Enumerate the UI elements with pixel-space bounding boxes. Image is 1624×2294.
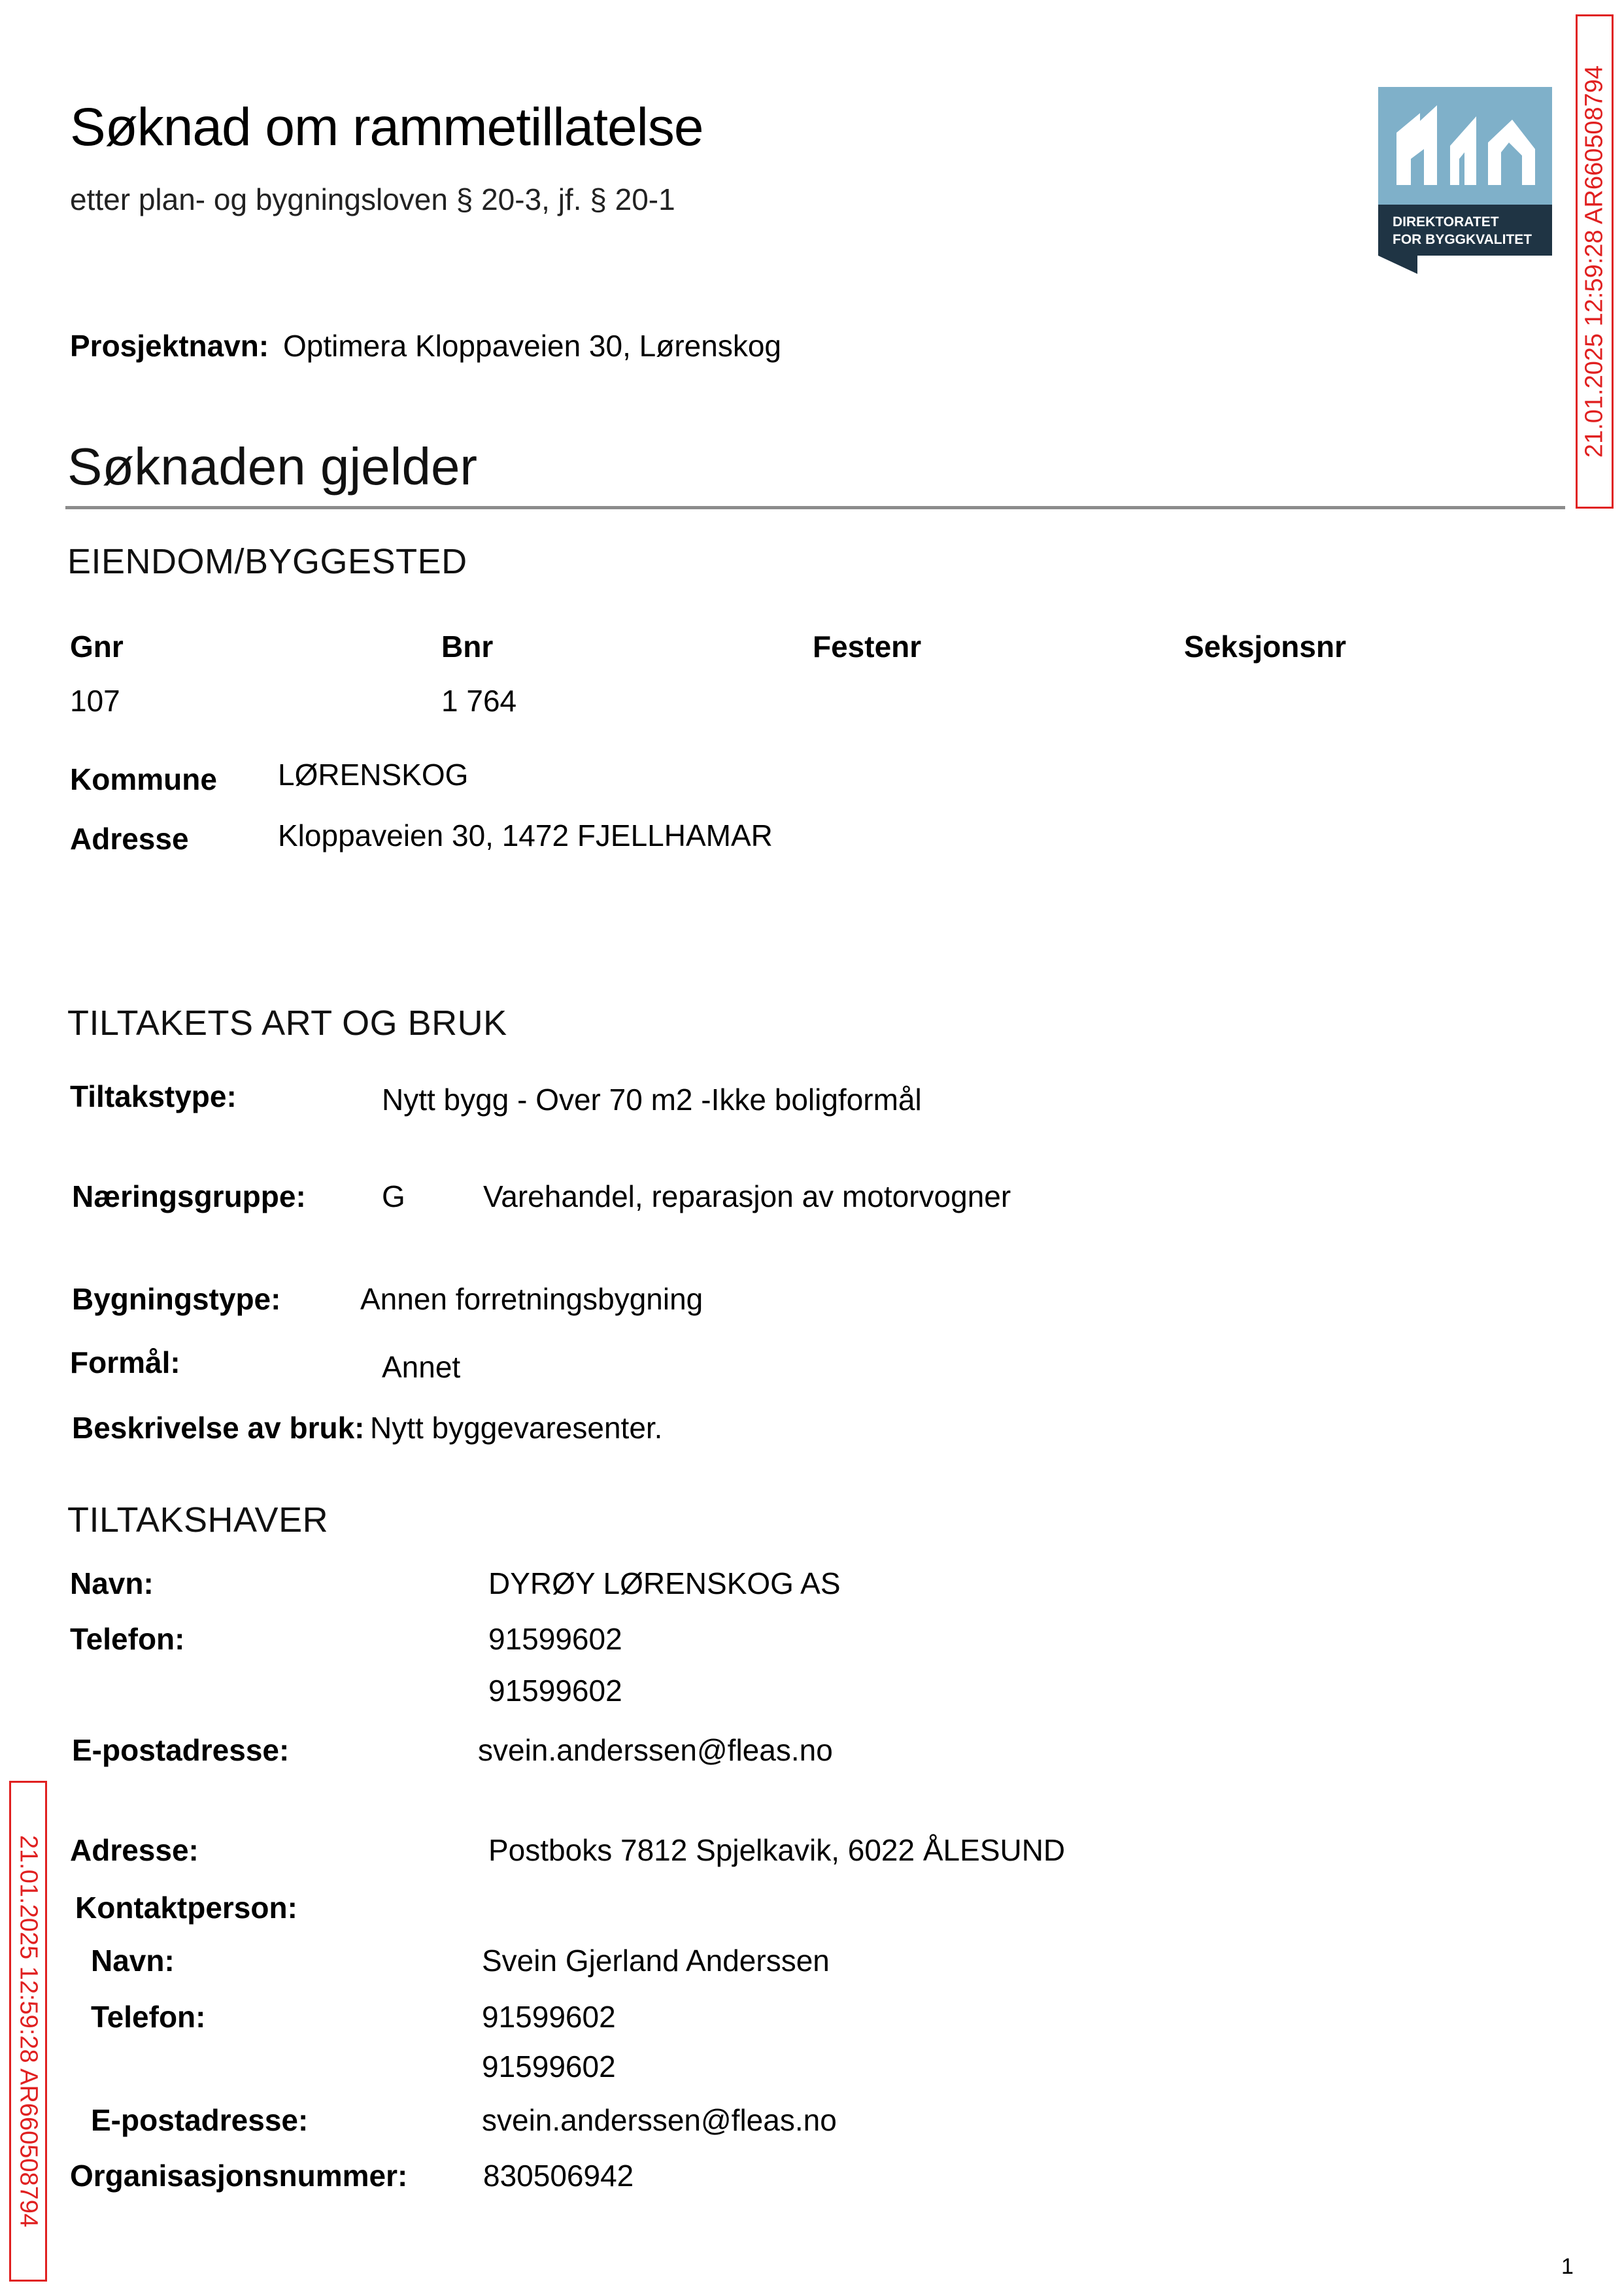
naeringsgruppe-label: Næringsgruppe:	[72, 1179, 306, 1213]
owner-address-label: Adresse:	[70, 1833, 199, 1867]
property-address-value: Kloppaveien 30, 1472 FJELLHAMAR	[278, 818, 773, 852]
bruk-value: Nytt byggevaresenter.	[370, 1411, 663, 1445]
orgnr-label: Organisasjonsnummer:	[70, 2159, 408, 2193]
page-number: 1	[1561, 2254, 1574, 2279]
tiltakstype-label: Tiltakstype:	[70, 1079, 237, 1113]
owner-heading: TILTAKSHAVER	[67, 1500, 329, 1540]
timestamp-stamp-left	[9, 1781, 47, 2282]
orgnr-value: 830506942	[483, 2159, 634, 2193]
owner-email-label: E-postadresse:	[72, 1733, 290, 1767]
tiltakstype-value: Nytt bygg - Over 70 m2 -Ikke boligformål	[382, 1083, 922, 1117]
owner-address-value: Postboks 7812 Spjelkavik, 6022 ÅLESUND	[488, 1833, 1066, 1867]
stamp-text-right: 21.01.2025 12:59:28 AR660508794	[1580, 65, 1608, 458]
bygningstype-label: Bygningstype:	[72, 1282, 281, 1316]
contact-name-label: Navn:	[91, 1944, 175, 1978]
contact-phone-value-2: 91599602	[482, 2049, 616, 2083]
kommune-label: Kommune	[70, 762, 217, 796]
logo-text-line1: DIREKTORATET	[1393, 214, 1499, 229]
dibk-logo-icon	[1378, 87, 1552, 274]
naeringsgruppe-value: Varehandel, reparasjon av motorvogner	[483, 1179, 1011, 1213]
project-name-label: Prosjektnavn:	[70, 329, 269, 363]
formal-label: Formål:	[70, 1345, 180, 1379]
property-address-label: Adresse	[70, 822, 189, 856]
contact-email-value: svein.anderssen@fleas.no	[482, 2103, 837, 2137]
dibk-logo	[1378, 87, 1552, 274]
bruk-label: Beskrivelse av bruk:	[72, 1411, 365, 1445]
section-divider	[65, 506, 1565, 509]
festenr-label: Festenr	[813, 630, 922, 664]
bygningstype-value: Annen forretningsbygning	[360, 1282, 703, 1316]
kommune-value: LØRENSKOG	[278, 758, 469, 792]
formal-value: Annet	[382, 1350, 461, 1384]
contact-person-label: Kontaktperson:	[75, 1891, 297, 1925]
contact-phone-value-1: 91599602	[482, 2000, 616, 2034]
project-name-value: Optimera Kloppaveien 30, Lørenskog	[283, 329, 781, 363]
document-title: Søknad om rammetillatelse	[70, 97, 703, 157]
owner-name-value: DYRØY LØRENSKOG AS	[488, 1566, 841, 1600]
stamp-text-left: 21.01.2025 12:59:28 AR660508794	[14, 1834, 42, 2228]
section-title-application: Søknaden gjelder	[67, 437, 478, 496]
owner-name-label: Navn:	[70, 1566, 154, 1600]
owner-phone-value-2: 91599602	[488, 1674, 622, 1708]
bnr-label: Bnr	[441, 630, 494, 664]
bnr-value: 1 764	[441, 684, 517, 718]
owner-phone-value-1: 91599602	[488, 1622, 622, 1656]
logo-text-line2: FOR BYGGKVALITET	[1393, 232, 1532, 247]
gnr-value: 107	[70, 684, 120, 718]
property-heading: EIENDOM/BYGGESTED	[67, 542, 467, 581]
contact-email-label: E-postadresse:	[91, 2103, 309, 2137]
owner-email-value: svein.anderssen@fleas.no	[478, 1733, 833, 1767]
owner-phone-label: Telefon:	[70, 1622, 185, 1656]
contact-name-value: Svein Gjerland Anderssen	[482, 1944, 830, 1978]
gnr-label: Gnr	[70, 630, 124, 664]
timestamp-stamp-right	[1576, 14, 1614, 509]
naeringsgruppe-code: G	[382, 1179, 405, 1213]
contact-phone-label: Telefon:	[91, 2000, 206, 2034]
document-subtitle: etter plan- og bygningsloven § 20-3, jf. § 20-1	[70, 182, 675, 216]
seksjonsnr-label: Seksjonsnr	[1184, 630, 1346, 664]
measure-heading: TILTAKETS ART OG BRUK	[67, 1004, 507, 1043]
